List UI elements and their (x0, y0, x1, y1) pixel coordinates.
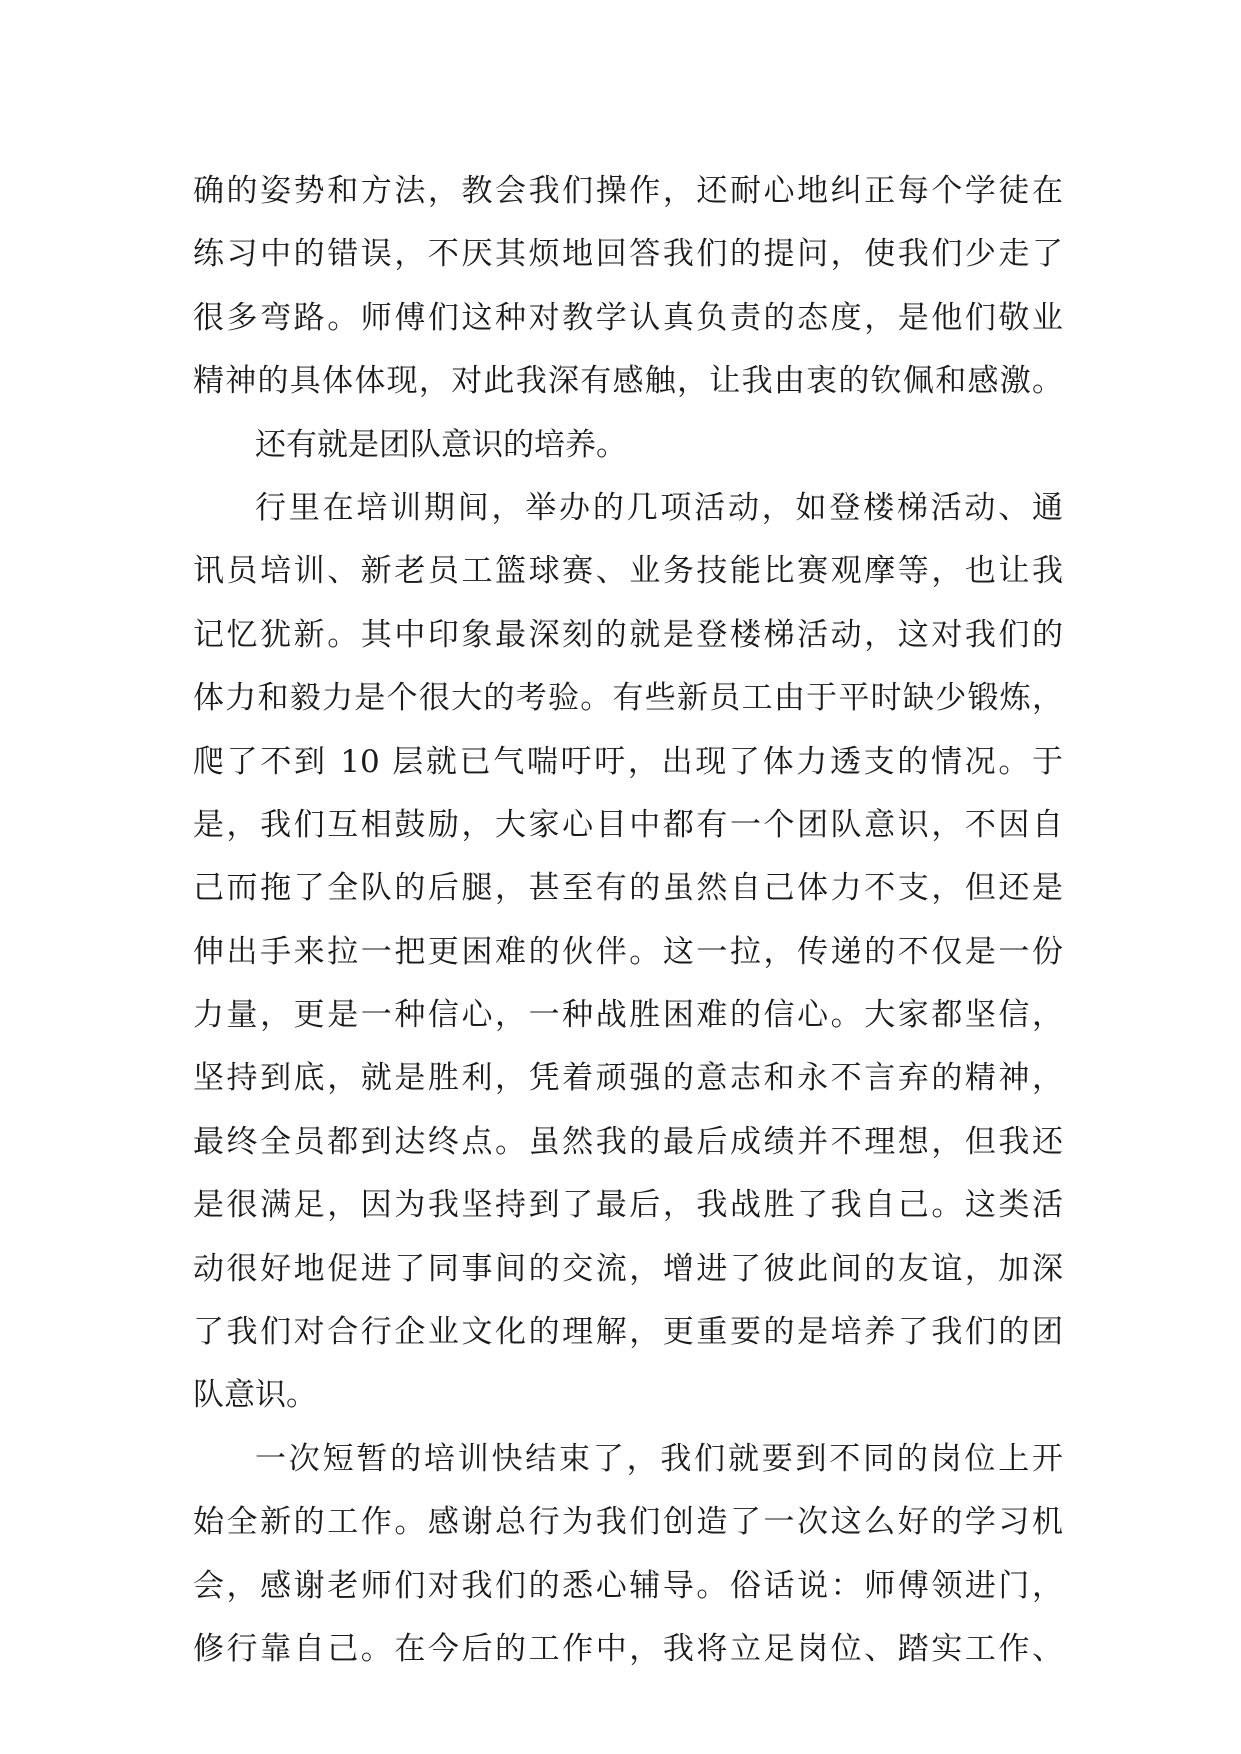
text-line: 一次短暂的培训快结束了，我们就要到不同的岗位上开 (255, 1440, 1063, 1477)
text-line: 会，感谢老师们对我们的悉心辅导。俗话说：师傅领进门， (193, 1567, 1063, 1604)
text-line: 队意识。 (193, 1377, 317, 1414)
text-line: 体力和毅力是个很大的考验。有些新员工由于平时缺少锻炼， (193, 680, 1063, 717)
text-line: 记忆犹新。其中印象最深刻的就是登楼梯活动，这对我们的 (193, 616, 1063, 653)
text-line: 精神的具体体现，对此我深有感触，让我由衷的钦佩和感激。 (193, 363, 1063, 400)
text-line: 讯员培训、新老员工篮球赛、业务技能比赛观摩等，也让我 (193, 553, 1063, 590)
paragraph-heading-line: 还有就是团队意识的培养。 (255, 426, 627, 463)
text-line: 己而拖了全队的后腿，甚至有的虽然自己体力不支，但还是 (193, 870, 1063, 907)
document-body (193, 160, 1063, 1681)
text-line: 练习中的错误，不厌其烦地回答我们的提问，使我们少走了 (193, 236, 1063, 273)
text-line: 了我们对合行企业文化的理解，更重要的是培养了我们的团 (193, 1314, 1063, 1351)
text-line: 动很好地促进了同事间的交流，增进了彼此间的友谊，加深 (193, 1250, 1063, 1287)
text-line: 是很满足，因为我坚持到了最后，我战胜了我自己。这类活 (193, 1187, 1063, 1224)
text-line: 很多弯路。师傅们这种对教学认真负责的态度，是他们敬业 (193, 299, 1063, 336)
text-line: 爬了不到 10 层就已气喘吁吁，出现了体力透支的情况。于 (193, 743, 1063, 780)
text-line: 坚持到底，就是胜利，凭着顽强的意志和永不言弃的精神， (193, 1060, 1063, 1097)
text-line: 最终全员都到达终点。虽然我的最后成绩并不理想，但我还 (193, 1123, 1063, 1160)
text-line: 确的姿势和方法，教会我们操作，还耐心地纠正每个学徒在 (193, 173, 1063, 209)
text-line: 是，我们互相鼓励，大家心目中都有一个团队意识，不因自 (193, 806, 1063, 843)
text-line: 行里在培训期间，举办的几项活动，如登楼梯活动、通 (255, 489, 1063, 526)
text-line: 力量，更是一种信心，一种战胜困难的信心。大家都坚信， (193, 997, 1063, 1034)
text-line: 伸出手来拉一把更困难的伙伴。这一拉，传递的不仅是一份 (193, 933, 1063, 970)
text-line: 始全新的工作。感谢总行为我们创造了一次这么好的学习机 (193, 1504, 1063, 1541)
text-line: 修行靠自己。在今后的工作中，我将立足岗位、踏实工作、 (193, 1630, 1063, 1667)
